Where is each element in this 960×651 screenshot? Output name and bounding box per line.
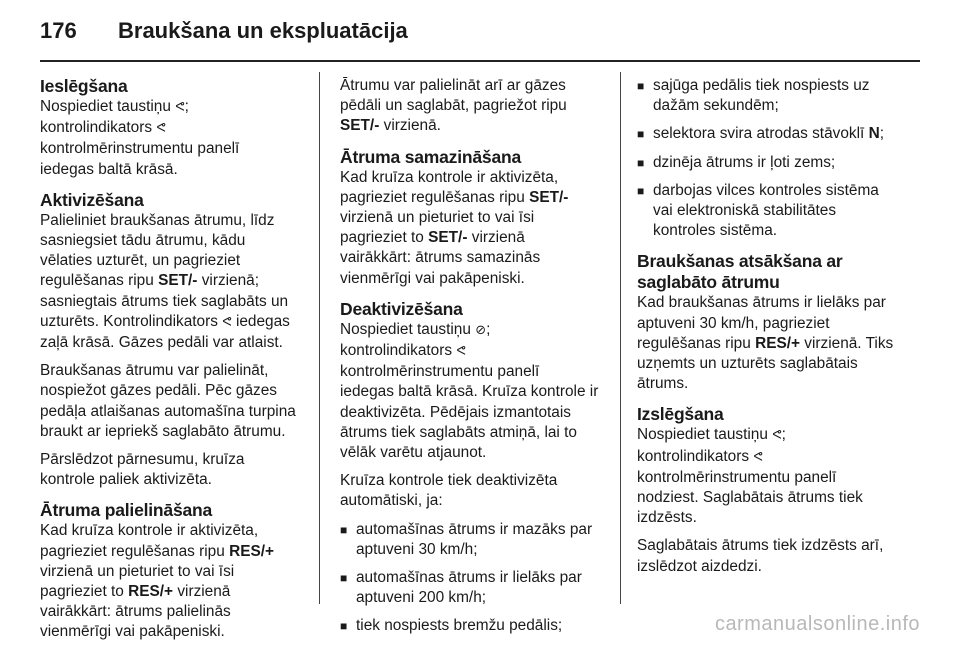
paragraph: Kad kruīza kontrole ir aktivizēta, pagrieziet regulēšanas ripu SET/- virzienā un pieturiet to vai īsi pagrieziet to SET/- virzienā vairākkārt: ātrums samazinās vienmērīgi vai pakāpeniski.	[340, 168, 569, 287]
paragraph: Kad kruīza kontrole ir aktivizēta, pagrieziet regulēšanas ripu RES/+ virzienā un pieturiet to vai īsi pagrieziet to RES/+ virzienā vairākkārt: ātrums palielinās vienmērīgi vai pakāpeniski.	[40, 522, 274, 641]
paragraph: Kad braukšanas ātrums ir lielāks par aptuveni 30 km/h, pagrieziet regulēšanas ripu RES/+ virzienā. Tiks uzņemts un uzturēts saglabātais ātrums.	[637, 294, 894, 393]
paragraph: Palieliniet braukšanas ātrumu, līdz sasniegsiet tādu ātrumu, kādu vēlaties uzturēt, un pagrieziet regulēšanas ripu SET/- virzienā; sasniegtais ātrums tiek saglabāts un uzturēts. Kontrolindikators ᕙ iedegas zaļā krāsā. Gāzes pedāli var atlaist.	[40, 211, 290, 352]
cruise-cancel-icon: ⊘	[475, 322, 487, 338]
deactivation-list-continued	[637, 76, 925, 241]
paragraph: Saglabātais ātrums tiek izdzēsts arī, izslēdzot aizdedzi.	[637, 537, 884, 575]
list-item: ■ tiek nospiests bremžu pedālis;	[340, 616, 612, 636]
list-item: ■ sajūga pedālis tiek nospiests uz dažām sekundēm;	[637, 76, 925, 116]
column-2	[340, 72, 612, 645]
list-item: ■ darbojas vilces kontroles sistēma vai elektroniskā stabilitātes kontroles sistēma.	[637, 181, 925, 242]
column-divider	[620, 72, 621, 604]
paragraph: Braukšanas ātrumu var palielināt, nospiežot gāzes pedāli. Pēc gāzes pedāļa atlaišanas automašīna turpina braukt ar iepriekš saglabāto ātrumu.	[40, 362, 296, 440]
column-1	[40, 72, 308, 651]
cruise-control-icon: ᕙ	[772, 428, 782, 444]
list-item: ■ dzinēja ātrums ir ļoti zems;	[637, 153, 925, 173]
column-divider	[319, 72, 320, 604]
heading-atsaksana: Braukšanas atsākšana ar saglabāto ātrumu	[637, 251, 843, 293]
paragraph: Nospiediet taustiņu ᕙ; kontrolindikators ᕙ kontrolmērinstrumentu panelī iedegas baltā krāsā.	[40, 98, 240, 178]
list-item: ■ automašīnas ātrums ir mazāks par aptuveni 30 km/h;	[340, 520, 612, 560]
header-rule	[40, 60, 920, 62]
list-item: ■ automašīnas ātrums ir lielāks par aptuveni 200 km/h;	[340, 568, 612, 608]
cruise-control-icon: ᕙ	[175, 100, 185, 115]
deactivation-list	[340, 520, 612, 637]
page-title: Braukšana un ekspluatācija	[118, 18, 408, 43]
cruise-control-icon: ᕙ	[156, 121, 166, 137]
heading-deaktivizesana: Deaktivizēšana	[340, 298, 463, 319]
page-number: 176	[40, 18, 77, 43]
cruise-control-icon: ᕙ	[222, 314, 232, 330]
paragraph: Ātrumu var palielināt arī ar gāzes pēdāli un saglabāt, pagriežot ripu SET/- virzienā.	[340, 77, 567, 135]
paragraph: Pārslēdzot pārnesumu, kruīza kontrole paliek aktivizēta.	[40, 451, 245, 489]
heading-ieslegsana: Ieslēgšana	[40, 76, 128, 96]
list-item: ■ selektora svira atrodas stāvoklī N;	[637, 124, 925, 144]
paragraph: Nospiediet taustiņu ⊘; kontrolindikators ᕙ kontrolmērinstrumentu panelī iedegas baltā krāsā. Kruīza kontrole ir deaktivizēta. Pēdējais izmantotais ātrums tiek saglabāts atmiņā, lai to vēlāk varētu atjaunot.	[340, 320, 599, 462]
paragraph: Kruīza kontrole tiek deaktivizēta automātiski, ja:	[340, 472, 558, 510]
cruise-control-icon: ᕙ	[456, 344, 466, 360]
heading-aktivizesana: Aktivizēšana	[40, 189, 144, 210]
heading-atruma-samazinasana: Ātruma samazināšana	[340, 146, 522, 167]
heading-izslegsana: Izslēgšana	[637, 404, 724, 425]
watermark: carmanualsonline.info	[714, 613, 920, 635]
paragraph: Nospiediet taustiņu ᕙ; kontrolindikators ᕙ kontrolmērinstrumentu panelī nodziest. Saglabātais ātrums tiek izdzēsts.	[637, 426, 863, 527]
cruise-control-icon: ᕙ	[753, 449, 763, 465]
heading-atruma-palielinasana: Ātruma palielināšana	[40, 500, 213, 521]
page-header	[40, 18, 920, 50]
column-3	[637, 72, 925, 585]
